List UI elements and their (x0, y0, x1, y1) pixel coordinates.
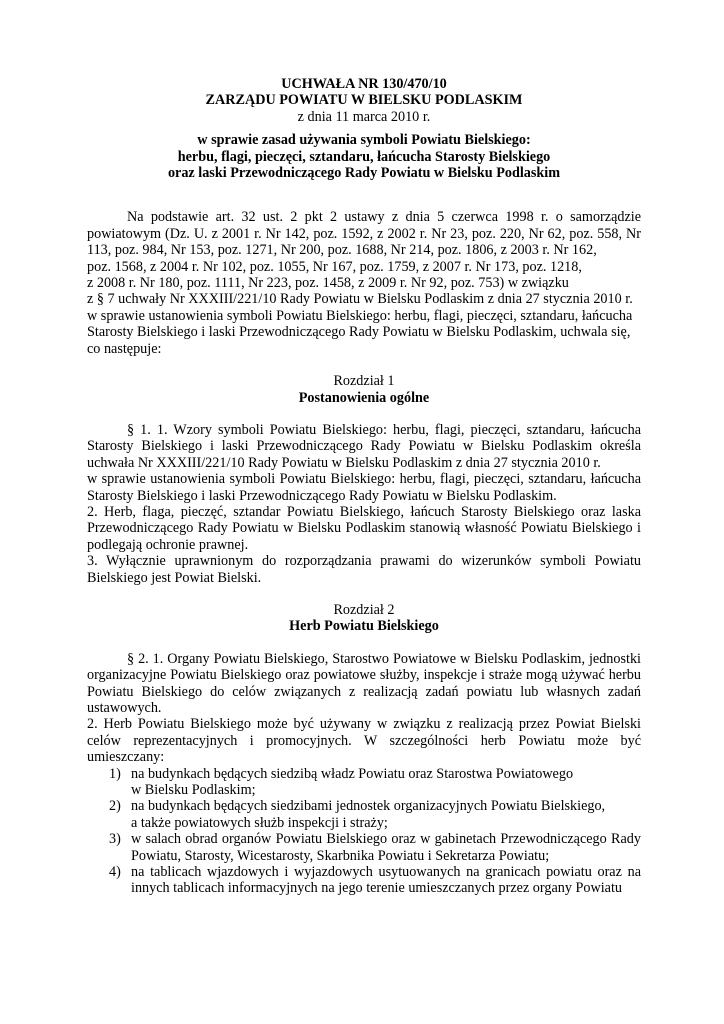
list-item: 2) na budynkach będących siedzibami jednostek organizacyjnych Powiatu Bielskiego, a także powiatowych służb inspekcji i straży; (109, 798, 606, 831)
resolution-date: z dnia 11 marca 2010 r. (297, 108, 431, 125)
herb-usage-list (87, 766, 641, 897)
preamble (87, 209, 641, 357)
subject-line-3: oraz laski Przewodniczącego Rady Powiatu w Bielsku Podlaskim (167, 165, 561, 182)
subject-line-2: herbu, flagi, pieczęci, sztandaru, łańcucha Starosty Bielskiego (177, 148, 551, 165)
section-1-paragraph-2: 2. Herb, flaga, pieczęć, sztandar Powiatu Bielskiego, łańcuch Starosty Bielskiego oraz laska Przewodniczącego Rady Powiatu w Bielsku Podlaskim stanowią własność Powiatu Bielskiego i podlegają ochronie prawnej. (87, 503, 641, 553)
chapter-2-label: Rozdział 2 (333, 601, 395, 618)
list-item: 1) na budynkach będących siedzibą władz Powiatu oraz Starostwa Powiatowego w Bielsku Podlaskim; (109, 765, 574, 799)
list-item-number: 3) (109, 831, 121, 848)
list-item-number: 1) (109, 765, 121, 782)
chapter-1-heading (87, 373, 641, 406)
resolution-subject (87, 132, 641, 181)
list-item: 3) w salach obrad organów Powiatu Bielskiego oraz w gabinetach Przewodniczącego Rady Powiatu, Starosty, Wicestarosty, Skarbnika Powiatu i Sekretarza Powiatu; (109, 831, 641, 864)
preamble-part-1: Na podstawie art. 32 ust. 2 pkt 2 ustawy z dnia 5 czerwca 1998 r. o samorządzie powiatowym (Dz. U. z 2001 r. Nr 142, poz. 1592, z 2002 r. Nr 23, poz. 220, Nr 62, poz. 558, Nr 113, poz. 984, Nr 153, poz. 1271, Nr 200, poz. 1688, Nr 214, poz. 1806, z 2003 r. Nr 162, (87, 209, 641, 259)
document-page (87, 72, 641, 897)
preamble-part-3: z 2008 r. Nr 180, poz. 1111, Nr 223, poz. 1458, z 2009 r. Nr 92, poz. 753) w związku (87, 275, 569, 292)
section-1-paragraph-1-cont: w sprawie ustanowienia symboli Powiatu Bielskiego: herbu, flagi, pieczęci, sztandaru, łańcucha Starosty Bielskiego i laski Przewodniczącego Rady Powiatu w Bielsku Podlaskim. (87, 471, 641, 504)
resolution-number: UCHWAŁA NR 130/470/10 (281, 76, 447, 92)
preamble-part-4: z § 7 uchwały Nr XXXIII/221/10 Rady Powiatu w Bielsku Podlaskim z dnia 27 stycznia 2010 r. w sprawie ustanowienia symboli Powiatu Bielskiego: herbu, flagi, pieczęci, sztandaru, łańcucha Starosty Bielskiego i laski Przewodniczącego Rady Powiatu w Bielsku Podlaskim, uchwala się, co następuje: (87, 291, 633, 357)
issuing-body: ZARZĄDU POWIATU W BIELSKU PODLASKIM (205, 92, 523, 109)
chapter-2-title: Herb Powiatu Bielskiego (289, 618, 439, 635)
section-2-paragraph-1: § 2. 1. Organy Powiatu Bielskiego, Starostwo Powiatowe w Bielsku Podlaskim, jednostki organizacyjne Powiatu Bielskiego oraz powiatowe służby, inspekcje i straże mogą używać herbu Powiatu Bielskiego do celów związanych z realizacją zadań powiatu lub własnych zadań ustawowych. (87, 650, 641, 716)
list-item-number: 2) (109, 798, 121, 815)
chapter-1-label: Rozdział 1 (333, 373, 395, 390)
section-1 (87, 422, 641, 586)
resolution-header (87, 76, 641, 109)
chapter-2-heading (87, 602, 641, 635)
subject-line-1: w sprawie zasad używania symboli Powiatu Bielskiego: (197, 132, 531, 149)
preamble-part-2: poz. 1568, z 2004 r. Nr 102, poz. 1055, Nr 167, poz. 1759, z 2007 r. Nr 173, poz. 1218, (87, 258, 582, 275)
chapter-1-title: Postanowienia ogólne (298, 389, 430, 406)
list-item-number: 4) (109, 864, 121, 881)
section-1-paragraph-3: 3. Wyłącznie uprawnionym do rozporządzania prawami do wizerunków symboli Powiatu Bielskiego jest Powiat Bielski. (87, 553, 641, 586)
section-2-paragraph-2: 2. Herb Powiatu Bielskiego może być używany w związku z realizacją przez Powiat Bielski celów reprezentacyjnych i promocyjnych. W szczególności herb Powiatu może być umieszczany: (87, 716, 641, 766)
list-item: 4) na tablicach wjazdowych i wyjazdowych usytuowanych na granicach powiatu oraz na innych tablicach informacyjnych na jego terenie umieszczanych przez organy Powiatu (109, 864, 641, 897)
section-1-paragraph-1: § 1. 1. Wzory symboli Powiatu Bielskiego: herbu, flagi, pieczęci, sztandaru, łańcucha Starosty Bielskiego i laski Przewodniczącego Rady Powiatu w Bielsku Podlaskim określa uchwała Nr XXXIII/221/10 Rady Powiatu w Bielsku Podlaskim z dnia 27 stycznia 2010 r. (87, 421, 641, 471)
section-2 (87, 651, 641, 897)
